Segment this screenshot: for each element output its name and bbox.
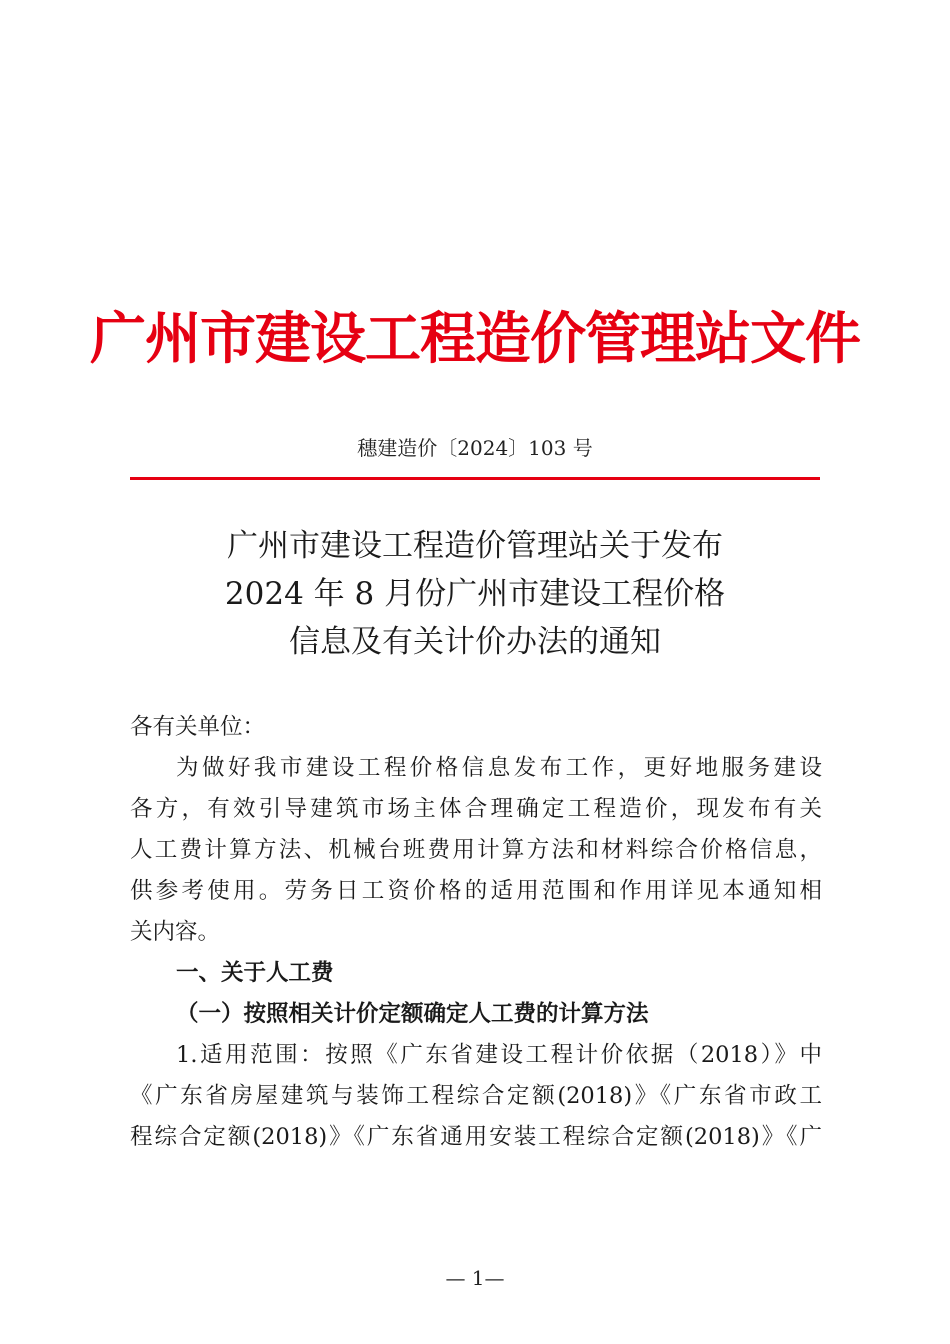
intro-line-4: 供参考使用。劳务日工资价格的适用范围和作用详见本通知相 [130,878,822,904]
intro-line-1: 为做好我市建设工程价格信息发布工作，更好地服务建设 [176,755,822,781]
subsection-1-heading: （一）按照相关计价定额确定人工费的计算方法 [176,1001,649,1027]
item-1-line-3: 程综合定额(2018)》《广东省通用安装工程综合定额(2018)》《广 [130,1124,822,1150]
intro-line-5: 关内容。 [130,919,221,945]
title-line-1: 广州市建设工程造价管理站关于发布 [227,528,723,564]
intro-line-3: 人工费计算方法、机械台班费用计算方法和材料综合价格信息， [130,837,822,863]
document-number: 穗建造价〔2024〕103 号 [357,436,593,460]
title-line-2: 2024 年 8 月份广州市建设工程价格 [224,576,726,612]
notice-body [130,707,822,1158]
red-divider-line [130,477,820,480]
notice-title [0,522,950,666]
item-1-line-2: 《广东省房屋建筑与装饰工程综合定额(2018)》《广东省市政工 [130,1083,822,1109]
intro-line-2: 各方，有效引导建筑市场主体合理确定工程造价，现发布有关 [130,796,822,822]
section-1-heading: 一、关于人工费 [176,960,334,986]
title-line-3: 信息及有关计价办法的通知 [289,624,661,660]
masthead-title: 广州市建设工程造价管理站文件 [90,307,860,372]
salutation: 各有关单位： [130,714,266,740]
page-number: — 1— [445,1266,505,1290]
item-1-line-1: 1.适用范围：按照《广东省建设工程计价依据（2018）》中 [176,1042,822,1068]
